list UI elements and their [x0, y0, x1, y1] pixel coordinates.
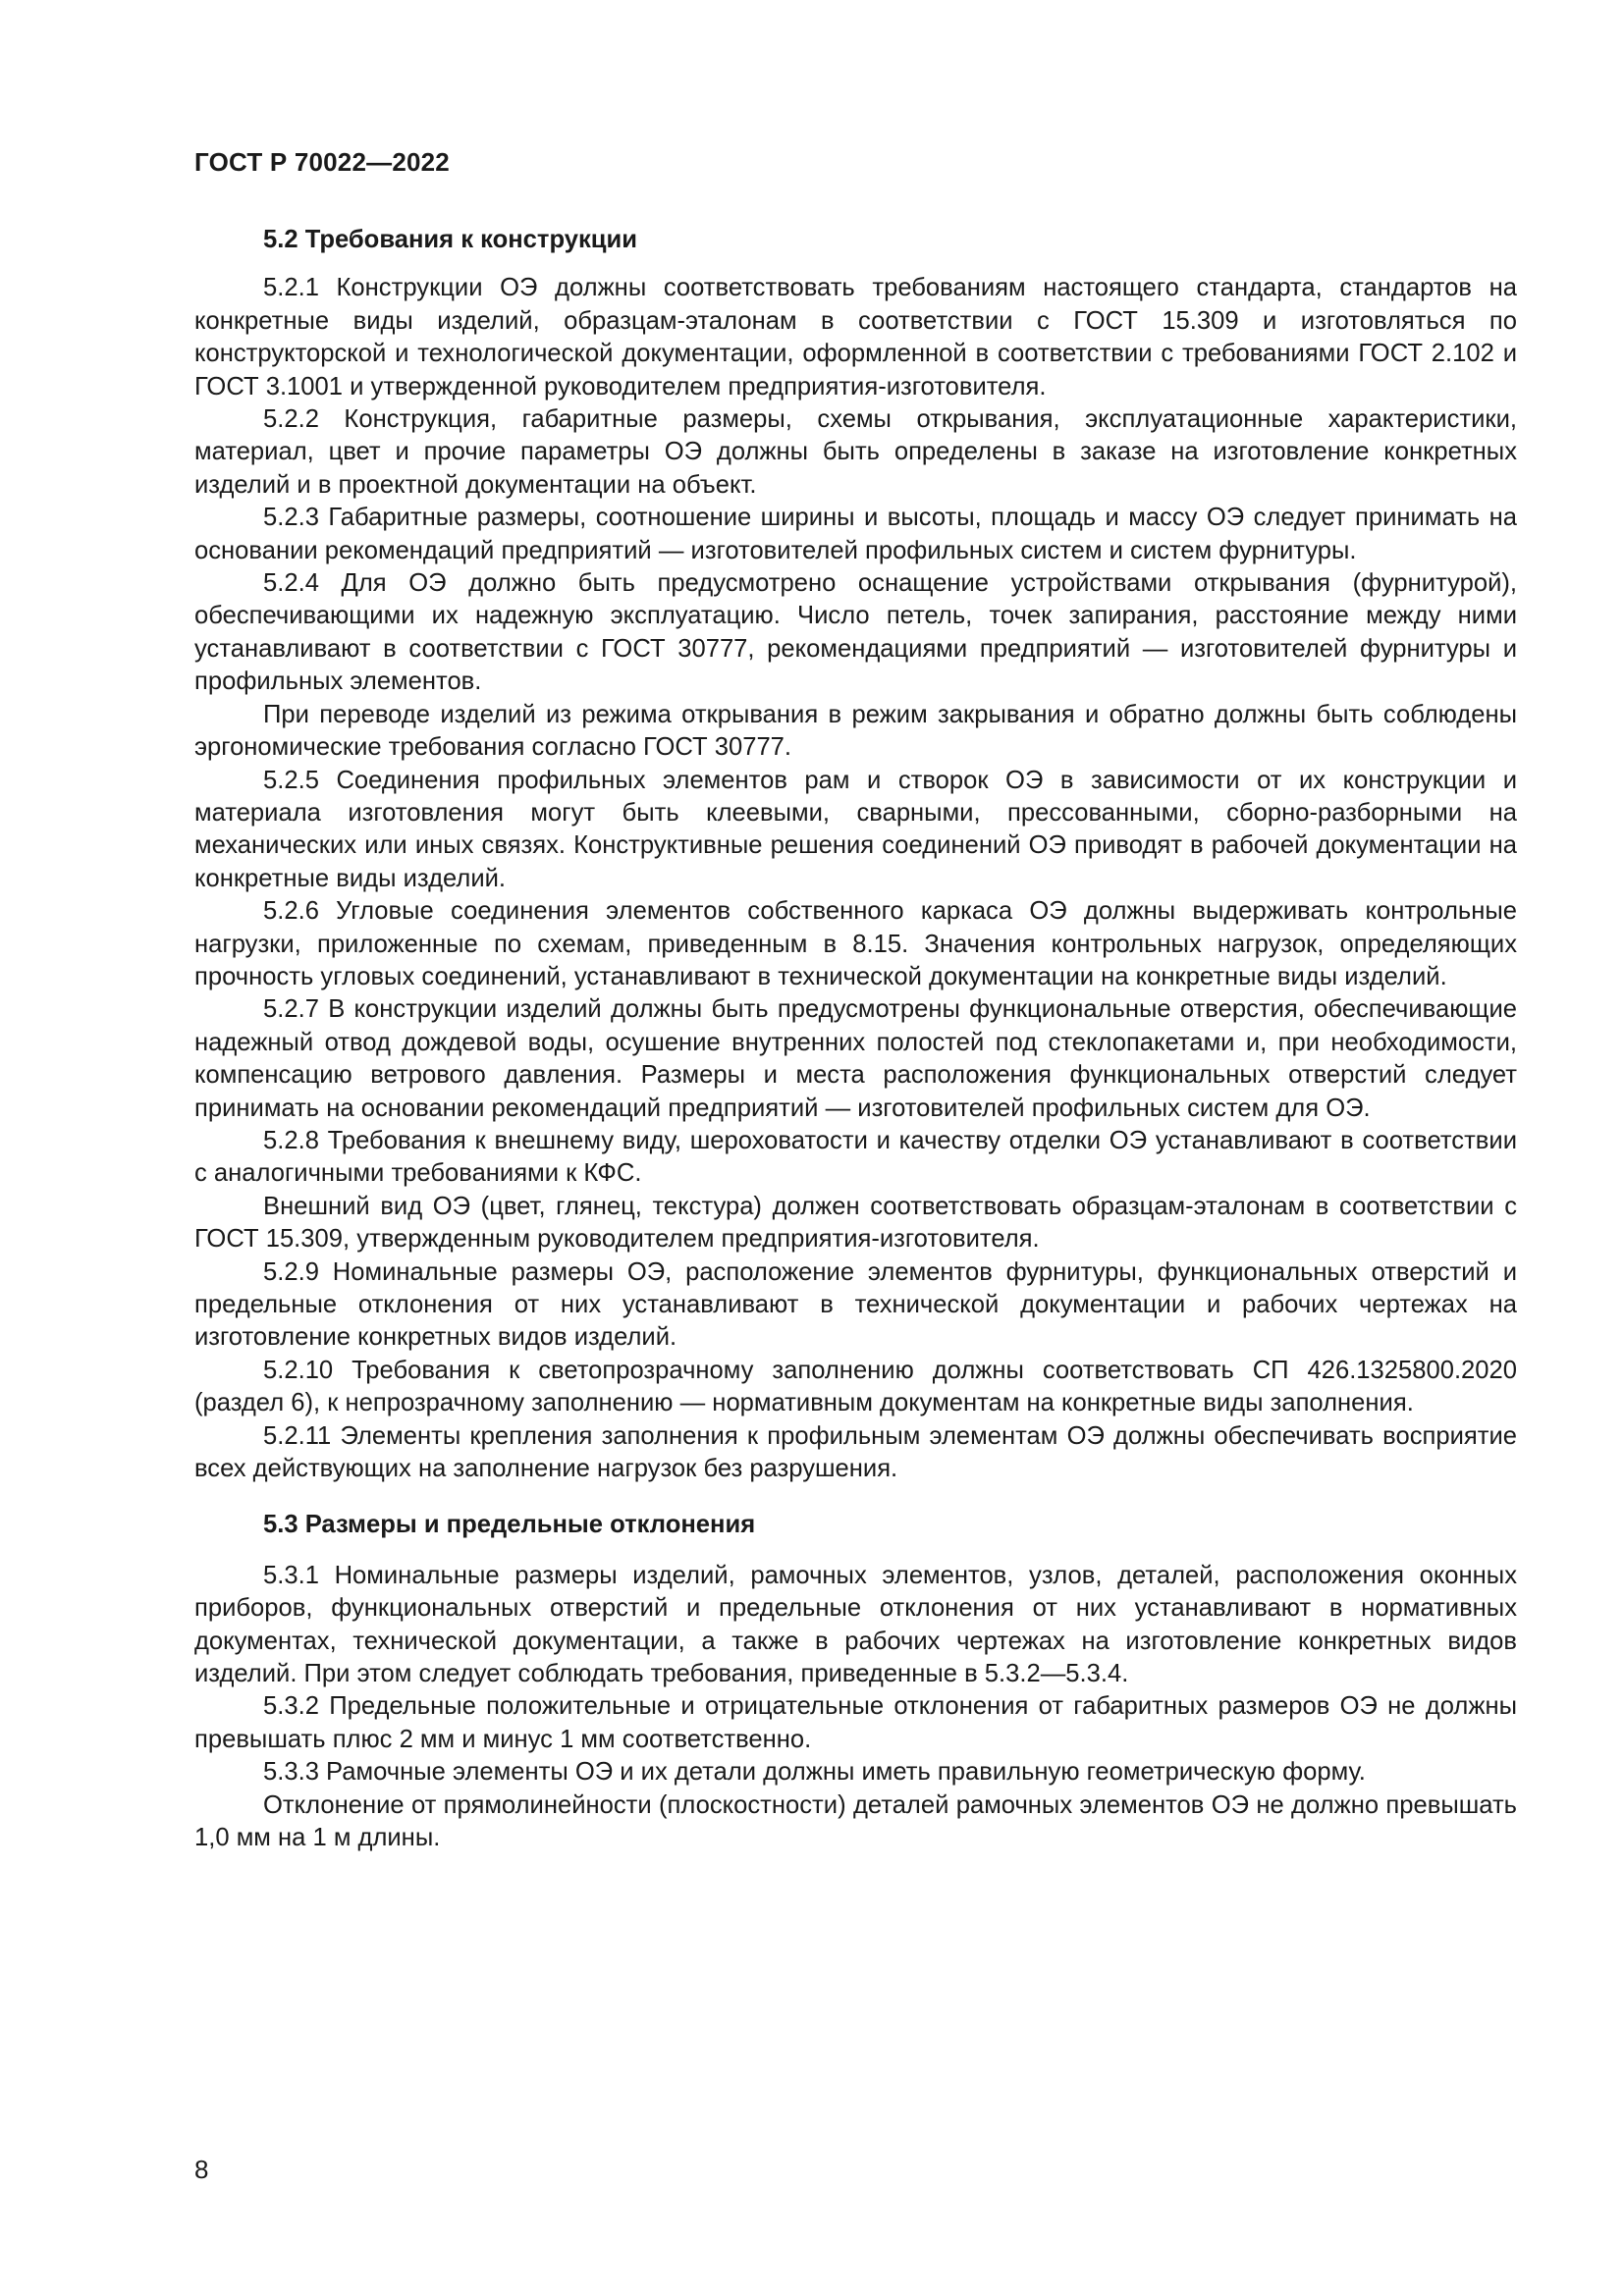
clause-5-3-2: 5.3.2 Предельные положительные и отрицательные отклонения от габаритных размеров ОЭ не должны превышать плюс 2 мм и минус 1 мм соответственно.: [194, 1692, 1517, 1753]
clause-5-2-4-continuation: При переводе изделий из режима открывания в режим закрывания и обратно должны быть соблюдены эргономические требования согласно ГОСТ 30777.: [194, 700, 1517, 762]
clause-5-2-8: 5.2.8 Требования к внешнему виду, шероховатости и качеству отделки ОЭ устанавливают в соответствии с аналогичными требованиями к КФС.: [194, 1126, 1517, 1188]
clause-5-3-3-continuation: Отклонение от прямолинейности (плоскостности) деталей рамочных элементов ОЭ не должно превышать 1,0 мм на 1 м длины.: [194, 1790, 1517, 1852]
page-number: 8: [194, 2155, 209, 2184]
clause-5-2-11: 5.2.11 Элементы крепления заполнения к профильным элементам ОЭ должны обеспечивать восприятие всех действующих на заполнение нагрузок без разрушения.: [194, 1421, 1517, 1483]
section-heading: 5.2 Требования к конструкции: [263, 226, 637, 253]
document-code-header: ГОСТ Р 70022—2022: [194, 147, 450, 177]
clause-5-2-9: 5.2.9 Номинальные размеры ОЭ, расположение элементов фурнитуры, функциональных отверстий и предельные отклонения от них устанавливают в технической документации и рабочих чертежах на изготовление конкретных видов изделий.: [194, 1257, 1517, 1352]
clause-5-2-3: 5.2.3 Габаритные размеры, соотношение ширины и высоты, площадь и массу ОЭ следует принимать на основании рекомендаций предприятий — изготовителей профильных систем и систем фурнитуры.: [194, 504, 1517, 564]
clause-5-3-1: 5.3.1 Номинальные размеры изделий, рамочных элементов, узлов, деталей, расположения оконных приборов, функциональных отверстий и предельные отклонения от них устанавливают в нормативных документах, технической документации, а также в рабочих чертежах на изготовление конкретных видов изделий. При этом следует соблюдать требования, приведенные в 5.3.2—5.3.4.: [194, 1561, 1517, 1688]
clause-5-2-5: 5.2.5 Соединения профильных элементов рам и створок ОЭ в зависимости от их конструкции и материала изготовления могут быть клеевыми, сварными, прессованными, сборно-разборными на механических или иных связях. Конструктивные решения соединений ОЭ приводят в рабочей документации на конкретные виды изделий.: [194, 766, 1517, 892]
clause-5-2-1: 5.2.1 Конструкции ОЭ должны соответствовать требованиям настоящего стандарта, стандартов на конкретные виды изделий, образцам-эталонам в соответствии с ГОСТ 15.309 и изготовляться по конструкторской и технологической документации, оформленной в соответствии с требованиями ГОСТ 2.102 и ГОСТ 3.1001 и утвержденной руководителем предприятия-изготовителя.: [194, 274, 1517, 400]
clause-5-3-3: 5.3.3 Рамочные элементы ОЭ и их детали должны иметь правильную геометрическую форму.: [263, 1758, 1366, 1787]
clause-5-2-4: 5.2.4 Для ОЭ должно быть предусмотрено оснащение устройствами открывания (фурнитурой), обеспечивающими их надежную эксплуатацию. Число петель, точек запирания, расстояние между ними устанавливают в соответствии с ГОСТ 30777, рекомендациями предприятий — изготовителей фурнитуры и профильных элементов.: [194, 569, 1517, 696]
section-heading: 5.3 Размеры и предельные отклонения: [263, 1511, 756, 1539]
clause-5-2-6: 5.2.6 Угловые соединения элементов собственного каркаса ОЭ должны выдерживать контрольные нагрузки, приложенные по схемам, приведенным в 8.15. Значения контрольных нагрузок, определяющих прочность угловых соединений, устанавливают в технической документации на конкретные виды изделий.: [194, 897, 1517, 990]
document-body: [194, 224, 1517, 1855]
clause-5-2-2: 5.2.2 Конструкция, габаритные размеры, схемы открывания, эксплуатационные характеристики, материал, цвет и прочие параметры ОЭ должны быть определены в заказе на изготовление конкретных изделий и в проектной документации на объект.: [194, 405, 1517, 499]
clause-5-2-8-continuation: Внешний вид ОЭ (цвет, глянец, текстура) должен соответствовать образцам-эталонам в соответствии с ГОСТ 15.309, утвержденным руководителем предприятия-изготовителя.: [194, 1192, 1517, 1254]
clause-5-2-7: 5.2.7 В конструкции изделий должны быть предусмотрены функциональные отверстия, обеспечивающие надежный отвод дождевой воды, осушение внутренних полостей под стеклопакетами и, при необходимости, компенсацию ветрового давления. Размеры и места расположения функциональных отверстий следует принимать на основании рекомендаций предприятий — изготовителей профильных систем для ОЭ.: [194, 995, 1517, 1122]
clause-5-2-10: 5.2.10 Требования к светопрозрачному заполнению должны соответствовать СП 426.1325800.2020 (раздел 6), к непрозрачному заполнению — нормативным документам на конкретные виды заполнения.: [194, 1356, 1517, 1417]
